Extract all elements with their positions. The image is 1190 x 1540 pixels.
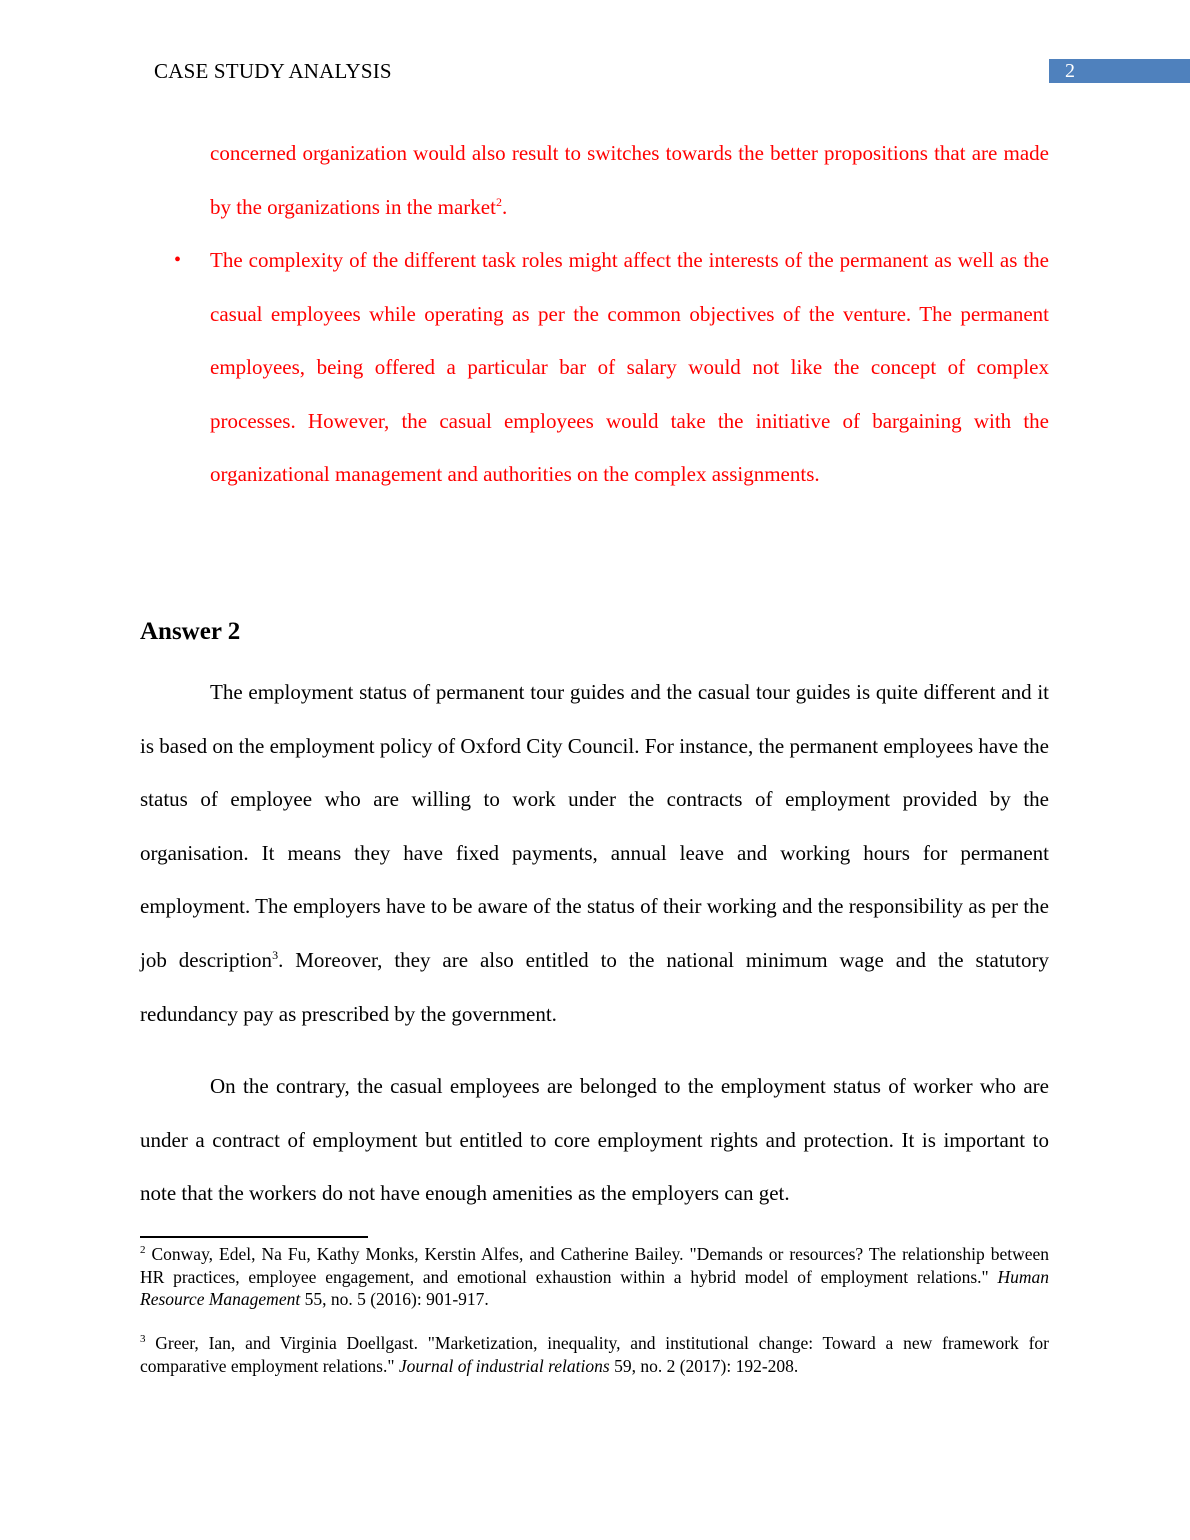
footnote-3-text: Greer, Ian, and Virginia Doellgast. "Marketization, inequality, and institutional change: Toward a new framework for comparative employment relations." [140,1333,1049,1376]
footnote-2-text: Conway, Edel, Na Fu, Kathy Monks, Kerstin Alfes, and Catherine Bailey. "Demands or resources? The relationship between HR practices, employee engagement, and emotional exhaustion within a hybrid model of employment relations." [140,1244,1049,1287]
answer2-paragraph-1 [140,666,1049,1041]
footnote-3-details: 59, no. 2 (2017): 192-208. [609,1355,799,1376]
footnote-2 [140,1243,1049,1311]
continuation-body: concerned organization would also result to switches towards the better propositions that are made by the organizations in the market [210,141,1049,219]
footnote-3-number: 3 [140,1333,146,1346]
footnote-3-journal: Journal of industrial relations [398,1355,610,1376]
footnote-ref-2[interactable]: 2 [495,194,502,209]
footnote-2-details: 55, no. 5 (2016): 901-917. [300,1289,489,1309]
continuation-end: . [501,194,508,219]
footnote-separator [140,1236,368,1238]
footnote-2-number: 2 [140,1244,146,1257]
para1-text-a: The employment status of permanent tour guides and the casual tour guides is quite different and it is based on the employment policy of Oxford City Council. For instance, the permanent employees have the status of employee who are willing to work under the contracts of employment provided by the organisation. It means they have fixed payments, annual leave and working hours for permanent employment. The employers have to be aware of the status of their working and the responsibility as per the job description [140,680,1049,972]
running-header-title: CASE STUDY ANALYSIS [154,59,392,83]
para1-text-b: . Moreover, they are also entitled to the national minimum wage and the statutory redundancy pay as prescribed by the government. [140,947,1049,1026]
bullet-item-text: The complexity of the different task roles might affect the interests of the permanent as well as the casual employees while operating as per the common objectives of the venture. The permanent employees, being offered a particular bar of salary would not like the concept of complex processes. However, the casual employees would take the initiative of bargaining with the organizational management and authorities on the complex assignments. [210,248,1049,487]
answer2-paragraph-2: On the contrary, the casual employees are belonged to the employment status of worker who are under a contract of employment but entitled to core employment rights and protection. It is important to note that the workers do not have enough amenities as the employers can get. [140,1074,1049,1206]
bullet-dot-icon: • [174,249,182,271]
page-number-badge: 2 [1049,59,1190,83]
bullet-continuation-text [210,127,1049,234]
section-heading-answer-2: Answer 2 [140,618,241,645]
footnote-3 [140,1332,1049,1377]
footnote-2-journal: Human Resource Management [140,1266,1049,1309]
footnote-ref-3[interactable]: 3 [272,947,279,962]
